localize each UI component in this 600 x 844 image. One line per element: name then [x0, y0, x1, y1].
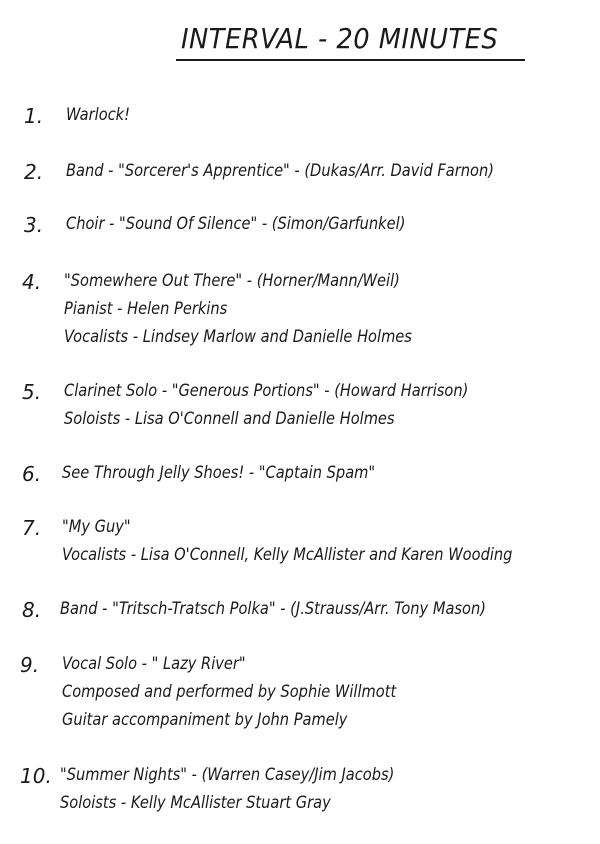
item-title: Choir - "Sound Of Silence" - (Simon/Garfunkel) — [66, 214, 406, 234]
item-title: Band - "Sorcerer's Apprentice" - (Dukas/Arr. David Farnon) — [66, 161, 494, 181]
title-underline — [176, 59, 525, 61]
item-title: Vocal Solo - " Lazy River" — [62, 654, 246, 674]
item-number: 7. — [22, 516, 42, 540]
item-detail: Soloists - Lisa O'Connell and Danielle Holmes — [64, 409, 395, 429]
item-number: 3. — [24, 213, 44, 237]
item-detail: Soloists - Kelly McAllister Stuart Gray — [60, 793, 331, 813]
item-title: "Summer Nights" - (Warren Casey/Jim Jacobs) — [60, 765, 395, 785]
item-number: 10. — [20, 764, 52, 788]
item-title: See Through Jelly Shoes! - "Captain Spam" — [62, 463, 376, 483]
item-number: 4. — [22, 270, 42, 294]
item-detail: Vocalists - Lisa O'Connell, Kelly McAllister and Karen Wooding — [62, 545, 513, 565]
item-title: "My Guy" — [62, 517, 131, 537]
item-title: Band - "Tritsch-Tratsch Polka" - (J.Strauss/Arr. Tony Mason) — [60, 599, 486, 619]
item-detail: Vocalists - Lindsey Marlow and Danielle Holmes — [64, 327, 412, 347]
item-title: Warlock! — [66, 105, 131, 125]
item-detail: Pianist - Helen Perkins — [64, 299, 228, 319]
item-title: Clarinet Solo - "Generous Portions" - (Howard Harrison) — [64, 381, 469, 401]
item-title: "Somewhere Out There" - (Horner/Mann/Weil) — [64, 271, 400, 291]
page-title: INTERVAL - 20 MINUTES — [181, 22, 499, 55]
item-number: 1. — [24, 104, 44, 128]
item-detail: Composed and performed by Sophie Willmott — [62, 682, 397, 702]
item-number: 5. — [22, 380, 42, 404]
item-number: 6. — [22, 462, 42, 486]
item-number: 8. — [22, 598, 42, 622]
item-number: 2. — [24, 160, 44, 184]
item-detail: Guitar accompaniment by John Pamely — [62, 710, 348, 730]
item-number: 9. — [20, 653, 40, 677]
